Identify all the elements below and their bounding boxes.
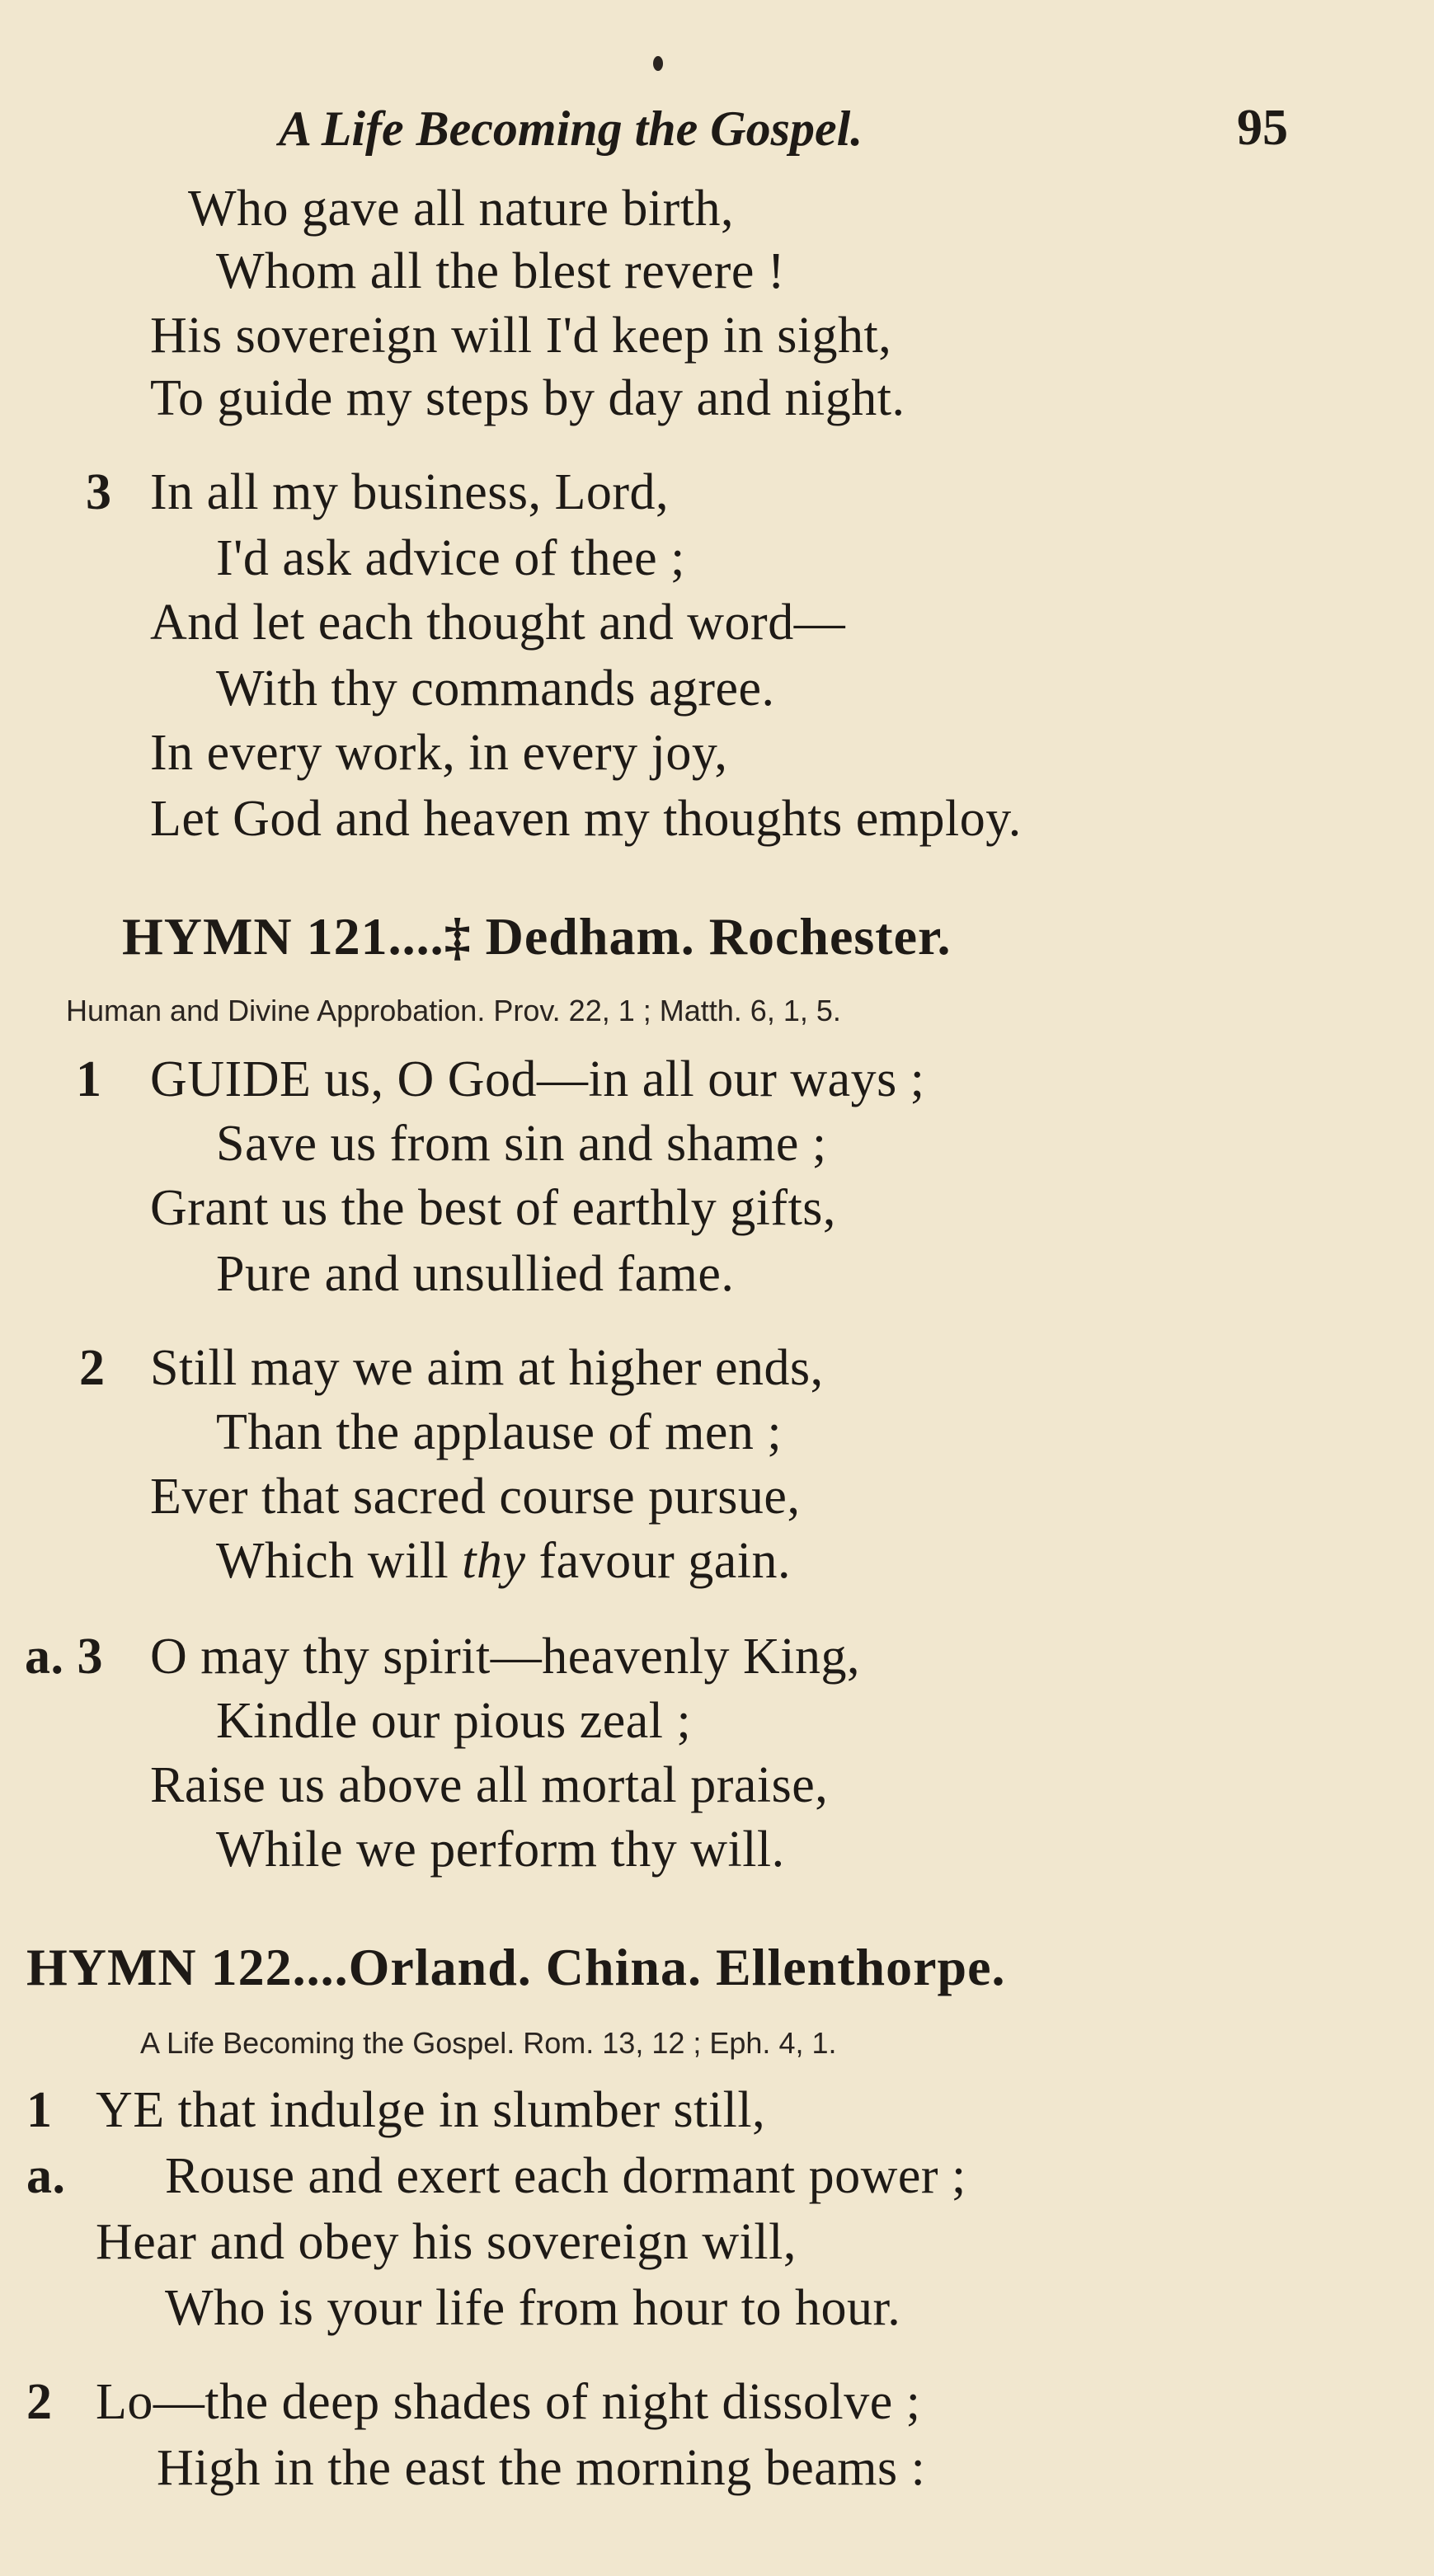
verse-line: His sovereign will I'd keep in sight, [150,308,892,364]
verse-line: In all my business, Lord, [150,464,669,520]
verse-line: High in the east the morning beams : [157,2440,926,2496]
hymn-121-subtitle: Human and Divine Approbation. Prov. 22, 1 ; Matth. 6, 1, 5. [66,994,841,1027]
verse-line: Which will thy favour gain. [216,1533,792,1589]
verse-line: Whom all the blest revere ! [216,243,786,299]
stanza-number: a. 3 [25,1629,103,1685]
verse-line: Let God and heaven my thoughts employ. [150,791,1022,847]
verse-line: YE that indulge in slumber still, [96,2082,766,2138]
stanza-number: 2 [26,2374,53,2430]
verse-line: Still may we aim at higher ends, [150,1340,824,1396]
verse-line: Save us from sin and shame ; [216,1116,827,1172]
stanza-number: 1 [26,2082,53,2138]
verse-line: While we perform thy will. [216,1822,785,1878]
hymn-121-heading [122,907,952,966]
hymn-122-subtitle: A Life Becoming the Gospel. Rom. 13, 12 ; Eph. 4, 1. [140,2026,837,2060]
verse-line: Lo—the deep shades of night dissolve ; [96,2374,921,2430]
verse-line: Raise us above all mortal praise, [150,1757,829,1813]
verse-line: O may thy spirit—heavenly King, [150,1629,860,1685]
verse-line: Who is your life from hour to hour. [165,2280,901,2336]
stanza-number: 1 [76,1051,102,1107]
verse-line: Who gave all nature birth, [188,181,735,237]
verse-line: And let each thought and word— [150,595,846,651]
verse-line: Pure and unsullied fame. [216,1246,735,1302]
verse-line: GUIDE us, O God—in all our ways ; [150,1051,925,1107]
verse-line: Than the applause of men ; [216,1404,783,1460]
hymn-121-title: HYMN 121....‡ Dedham. Rochester. [122,907,952,966]
verse-line: To guide my steps by day and night. [150,370,905,426]
stanza-number: 2 [79,1340,106,1396]
stanza-number: 3 [86,464,112,520]
italic-word: thy [462,1533,526,1589]
printer-dot [653,56,663,71]
verse-line: Rouse and exert each dormant power ; [165,2148,966,2204]
verse-line: With thy commands agree. [216,660,775,717]
verse-line: In every work, in every joy, [150,725,728,781]
verse-line: Kindle our pious zeal ; [216,1693,692,1749]
verse-line: Hear and obey his sovereign will, [96,2214,797,2270]
verse-line: Grant us the best of earthly gifts, [150,1180,836,1236]
hymn-122-heading [26,1938,1006,1996]
verse-line: I'd ask advice of thee ; [216,530,685,586]
running-title: A Life Becoming the Gospel. [279,101,863,156]
hymn-122-title: HYMN 122....Orland. China. Ellenthorpe. [26,1938,1006,1996]
verse-line: Ever that sacred course pursue, [150,1469,801,1525]
stanza-mark: a. [26,2148,66,2204]
page-number: 95 [1237,100,1288,156]
